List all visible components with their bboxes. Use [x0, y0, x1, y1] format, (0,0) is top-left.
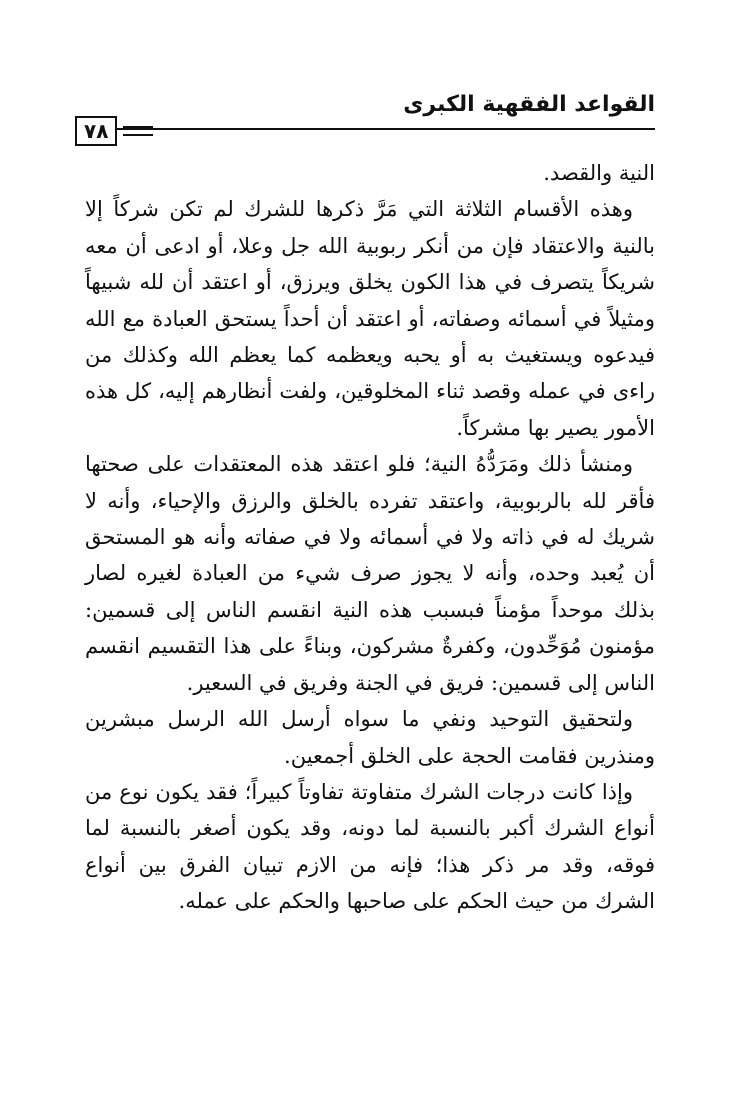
running-title: القواعد الفقهية الكبرى: [403, 92, 655, 117]
page-body: [85, 155, 655, 920]
page-number-box: [75, 116, 153, 146]
page-number: ٧٨: [75, 116, 117, 146]
double-rule-ornament: [123, 126, 153, 136]
page-header: [75, 92, 655, 152]
paragraph: وإذا كانت درجات الشرك متفاوتة تفاوتاً كبيراً؛ فقد يكون نوع من أنواع الشرك أكبر بالنسبة لما دونه، وقد يكون أصغر بالنسبة لما فوقه، وقد مر ذكر هذا؛ فإنه من الازم تبيان الفرق بين أنواع الشرك من حيث الحكم على صاحبها والحكم على عمله.: [85, 779, 655, 914]
header-rule: [75, 128, 655, 130]
paragraph: وهذه الأقسام الثلاثة التي مَرَّ ذكرها للشرك لم تكن شركاً إلا بالنية والاعتقاد فإن من أنكر ربوبية الله جل وعلا، أو ادعى أن معه شريكاً يتصرف في هذا الكون يخلق ويرزق، أو اعتقد أن لله شبيهاً ومثيلاً في أسمائه وصفاته، أو اعتقد أن أحداً يستحق العبادة مع الله فيدعوه ويستغيث به أو يحبه ويعظمه كما يعظم الله وكذلك من راءى في عمله وقصد ثناء المخلوقين، ولفت أنظارهم إليه، كل هذه الأمور يصير بها مشركاً.: [85, 197, 655, 440]
paragraph: ولتحقيق التوحيد ونفي ما سواه أرسل الله الرسل مبشرين ومنذرين فقامت الحجة على الخلق أجمعين.: [85, 707, 655, 768]
paragraph-continuation: النية والقصد.: [543, 161, 655, 185]
paragraph: ومنشأ ذلك ومَرَدُّهُ النية؛ فلو اعتقد هذه المعتقدات على صحتها فأقر لله بالربوبية، واعتقد تفرده بالخلق والرزق والإحياء، وأنه لا شريك له في ذاته ولا في أسمائه ولا في صفاته وأنه هو المستحق أن يُعبد وحده، وأنه لا يجوز صرف شيء من العبادة لغيره لصار بذلك موحداً مؤمناً فبسبب هذه النية انقسم الناس إلى قسمين: مؤمنون مُوَحِّدون، وكفرةٌ مشركون، وبناءً على هذا التقسيم انقسم الناس إلى قسمين: فريق في الجنة وفريق في السعير.: [85, 452, 655, 695]
